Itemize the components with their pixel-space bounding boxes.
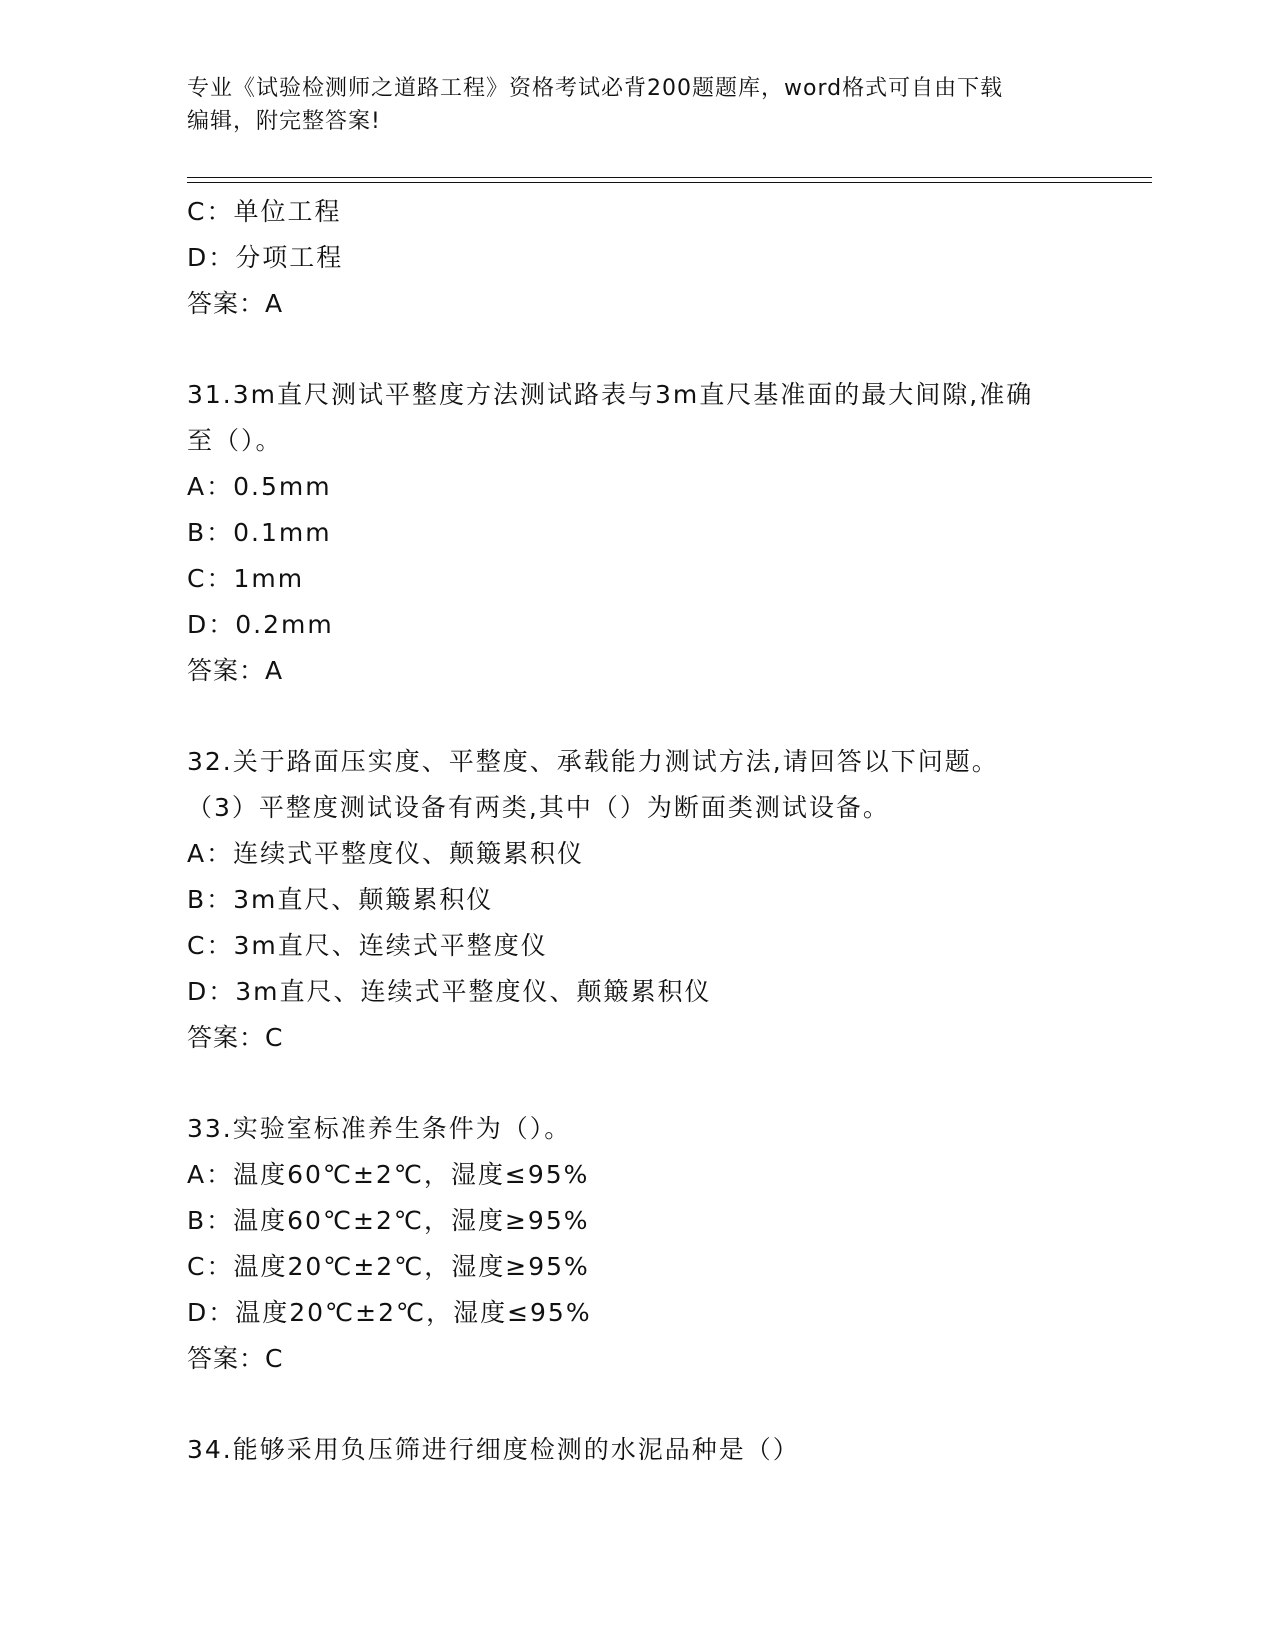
option-d: D：温度20℃±2℃，湿度≤95% <box>187 1298 592 1327</box>
option-d: D：0.2mm <box>187 610 334 639</box>
option-c: C：3m直尺、连续式平整度仪 <box>187 931 548 960</box>
option-d: D：分项工程 <box>187 243 344 272</box>
document-header <box>187 72 1087 138</box>
question-stem: 31.3m直尺测试平整度方法测试路表与3m直尺基准面的最大间隙,准确 <box>187 380 1034 409</box>
spacer <box>187 694 1147 739</box>
question-stem: 33.实验室标准养生条件为（）。 <box>187 1114 572 1143</box>
option-b: B：温度60℃±2℃，湿度≥95% <box>187 1206 590 1235</box>
option-c: C：单位工程 <box>187 197 342 226</box>
answer-line: 答案：C <box>187 1023 284 1052</box>
spacer <box>187 1382 1147 1427</box>
header-line-2: 编辑，附完整答案! <box>187 109 381 134</box>
option-b: B：3m直尺、颠簸累积仪 <box>187 885 494 914</box>
question-list <box>187 189 1147 1473</box>
option-a: A：温度60℃±2℃，湿度≤95% <box>187 1160 590 1189</box>
answer-line: 答案：C <box>187 1344 284 1373</box>
question-block-33 <box>187 1106 1147 1382</box>
question-stem: 34.能够采用负压筛进行细度检测的水泥品种是（） <box>187 1435 800 1464</box>
header-line-1: 专业《试验检测师之道路工程》资格考试必背200题题库，word格式可自由下载 <box>187 76 1004 101</box>
question-block-32 <box>187 739 1147 1061</box>
header-rule-top <box>187 177 1152 178</box>
option-d: D：3m直尺、连续式平整度仪、颠簸累积仪 <box>187 977 712 1006</box>
option-c: C：温度20℃±2℃，湿度≥95% <box>187 1252 590 1281</box>
option-b: B：0.1mm <box>187 518 332 547</box>
question-stem: 至（）。 <box>187 426 283 455</box>
question-block-31 <box>187 372 1147 694</box>
option-c: C：1mm <box>187 564 305 593</box>
option-a: A：连续式平整度仪、颠簸累积仪 <box>187 839 585 868</box>
spacer <box>187 327 1147 372</box>
header-rule-bottom <box>187 182 1152 183</box>
answer-line: 答案：A <box>187 656 284 685</box>
answer-line: 答案：A <box>187 289 284 318</box>
spacer <box>187 1061 1147 1106</box>
question-stem: 32.关于路面压实度、平整度、承载能力测试方法,请回答以下问题。 <box>187 747 999 776</box>
question-block-30 <box>187 189 1147 327</box>
question-block-34 <box>187 1427 1147 1473</box>
option-a: A：0.5mm <box>187 472 332 501</box>
question-stem: （3）平整度测试设备有两类,其中（）为断面类测试设备。 <box>187 793 890 822</box>
